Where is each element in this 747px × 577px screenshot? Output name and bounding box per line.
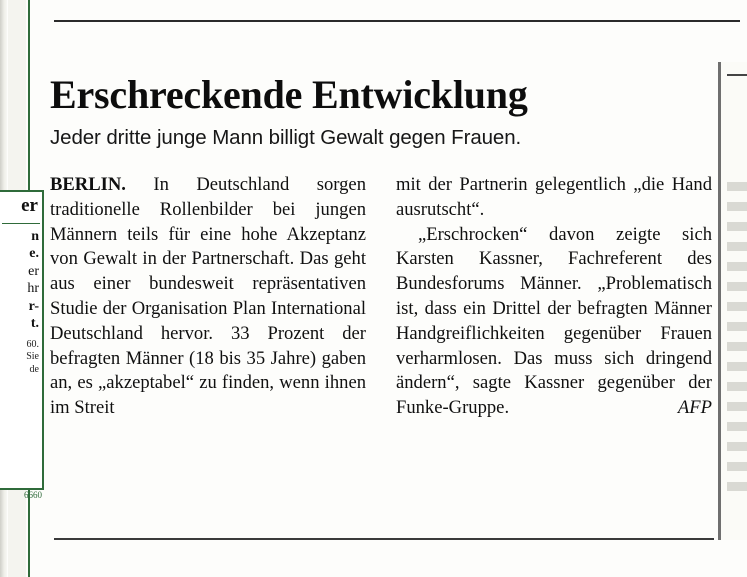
adjacent-column-text-line — [727, 402, 747, 411]
top-horizontal-rule — [54, 20, 740, 22]
article-dateline: BERLIN. — [50, 173, 126, 195]
article-credit: AFP — [677, 397, 712, 419]
left-teaser-tag: 6660 — [24, 490, 42, 500]
left-teaser-small-line-1: 60. — [26, 338, 39, 350]
adjacent-column-text-line — [727, 222, 747, 231]
left-teaser-box — [0, 190, 44, 490]
article-column-right — [396, 173, 712, 446]
page-bottom-margin — [54, 548, 744, 576]
article-paragraph-3-text: „Erschrocken“ davon zeigte sich Karsten Kassner, Fachreferent des Bundesforums Männer. „Problematisch ist, dass ein Drittel der befragten Männer Handgreiflichkeiten gegenüber Frauen verharmlosen. Das muss sich dringend ändern“, sagte Kassner gegenüber der Funke-Gruppe. — [396, 223, 712, 419]
adjacent-column-text-line — [727, 482, 747, 491]
left-teaser-body-line-2: e. — [29, 246, 39, 262]
bottom-horizontal-rule — [54, 538, 714, 540]
left-teaser-column — [0, 190, 46, 520]
adjacent-column-text-line — [727, 342, 747, 351]
article-body-columns — [50, 173, 718, 446]
adjacent-column-text-line — [727, 302, 747, 311]
article-paragraph-1 — [50, 173, 366, 421]
adjacent-column-text-line — [727, 462, 747, 471]
adjacent-column-text-line — [727, 182, 747, 191]
article-paragraph-3 — [396, 223, 712, 446]
left-teaser-heading: er — [21, 195, 38, 216]
left-teaser-small-text — [0, 339, 42, 377]
left-teaser-body-line-5: r- — [28, 298, 39, 314]
left-teaser-body — [0, 228, 42, 333]
article-paragraph-2: mit der Partnerin gelegentlich „die Hand ausrutscht“. — [396, 173, 712, 220]
left-teaser-small-line-3: de — [29, 363, 39, 375]
adjacent-column-text-line — [727, 242, 747, 251]
left-teaser-body-line-3: er — [28, 263, 39, 279]
adjacent-column-fragment — [718, 62, 747, 540]
adjacent-column-text-line — [727, 282, 747, 291]
adjacent-column-text-line — [727, 262, 747, 271]
left-teaser-rule — [2, 223, 40, 224]
adjacent-column-text-line — [727, 202, 747, 211]
adjacent-column-text-line — [727, 382, 747, 391]
left-teaser-body-line-4: hr — [27, 281, 39, 297]
adjacent-column-text-line — [727, 362, 747, 371]
adjacent-column-rule — [727, 74, 747, 76]
adjacent-column-text-line — [727, 422, 747, 431]
left-teaser-body-line-1: n — [31, 228, 39, 244]
left-teaser-small-line-2: Sie — [26, 351, 39, 363]
adjacent-column-text-line — [727, 442, 747, 451]
adjacent-column-text-line — [727, 322, 747, 331]
article-subheadline: Jeder dritte junge Mann billigt Gewalt gegen Frauen. — [50, 126, 522, 150]
article-column-left — [50, 173, 366, 446]
left-teaser-body-line-6: t. — [30, 316, 39, 332]
article-headline: Erschreckende Entwicklung — [50, 72, 528, 117]
article-paragraph-1-text: In Deutschland sorgen traditionelle Rollenbilder bei jungen Männern teils für eine hohe Akzeptanz von Gewalt in der Partnerschaft. Das geht aus einer bundesweit repräsentativen Studie der Organisation Plan International Deutschland hervor. 33 Prozent der befragten Männer (18 bis 35 Jahre) gaben an, es „akzeptabel“ zu finden, wenn ihnen im Streit — [50, 173, 366, 419]
article — [46, 58, 718, 538]
